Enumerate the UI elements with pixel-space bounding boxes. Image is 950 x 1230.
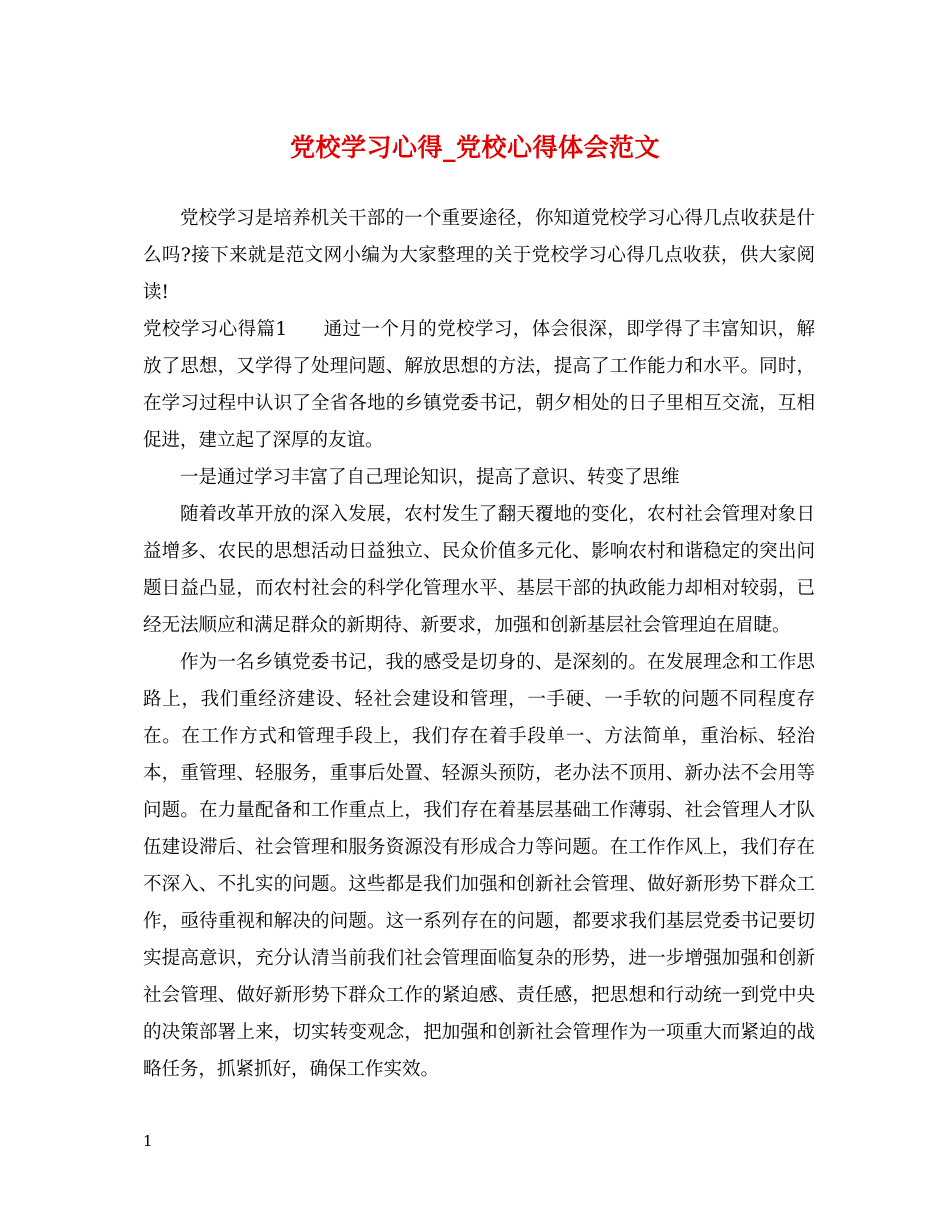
section-paragraph [143, 311, 815, 459]
page-number: 1 [143, 1132, 153, 1150]
document-body [143, 200, 815, 1088]
document-title: 党校学习心得_党校心得体会范文 [289, 133, 660, 162]
intro-paragraph: 党校学习是培养机关干部的一个重要途径，你知道党校学习心得几点收获是什么吗?接下来就是范文网小编为大家整理的关于党校学习心得几点收获，供大家阅读! [143, 208, 815, 303]
section-text: 通过一个月的党校学习，体会很深，即学得了丰富知识，解放了思想，又学得了处理问题、解放思想的方法，提高了工作能力和水平。同时，在学习过程中认识了全省各地的乡镇党委书记，朝夕相处的日子里相互交流，互相促进，建立起了深厚的友谊。 [143, 319, 815, 451]
body-paragraph-two: 随着改革开放的深入发展，农村发生了翻天覆地的变化，农村社会管理对象日益增多、农民的思想活动日益独立、民众价值多元化、影响农村和谐稳定的突出问题日益凸显，而农村社会的科学化管理水平、基层干部的执政能力却相对较弱，已经无法顺应和满足群众的新期待、新要求，加强和创新基层社会管理迫在眉睫。 [143, 504, 815, 636]
body-paragraph-three: 作为一名乡镇党委书记，我的感受是切身的、是深刻的。在发展理念和工作思路上，我们重经济建设、轻社会建设和管理，一手硬、一手软的问题不同程度存在。在工作方式和管理手段上，我们存在着手段单一、方法简单，重治标、轻治本，重管理、轻服务，重事后处置、轻源头预防，老办法不顶用、新办法不会用等问题。在力量配备和工作重点上，我们存在着基层基础工作薄弱、社会管理人才队伍建设滞后、社会管理和服务资源没有形成合力等问题。在工作作风上，我们存在不深入、不扎实的问题。这些都是我们加强和创新社会管理、做好新形势下群众工作，亟待重视和解决的问题。这一系列存在的问题，都要求我们基层党委书记要切实提高意识，充分认清当前我们社会管理面临复杂的形势，进一步增强加强和创新社会管理、做好新形势下群众工作的紧迫感、责任感，把思想和行动统一到党中央的决策部署上来，切实转变观念，把加强和创新社会管理作为一项重大而紧迫的战略任务，抓紧抓好，确保工作实效。 [143, 652, 815, 1080]
section-label: 党校学习心得篇1 [143, 319, 288, 340]
section-heading: 一是通过学习丰富了自己理论知识，提高了意识、转变了思维 [180, 467, 680, 488]
